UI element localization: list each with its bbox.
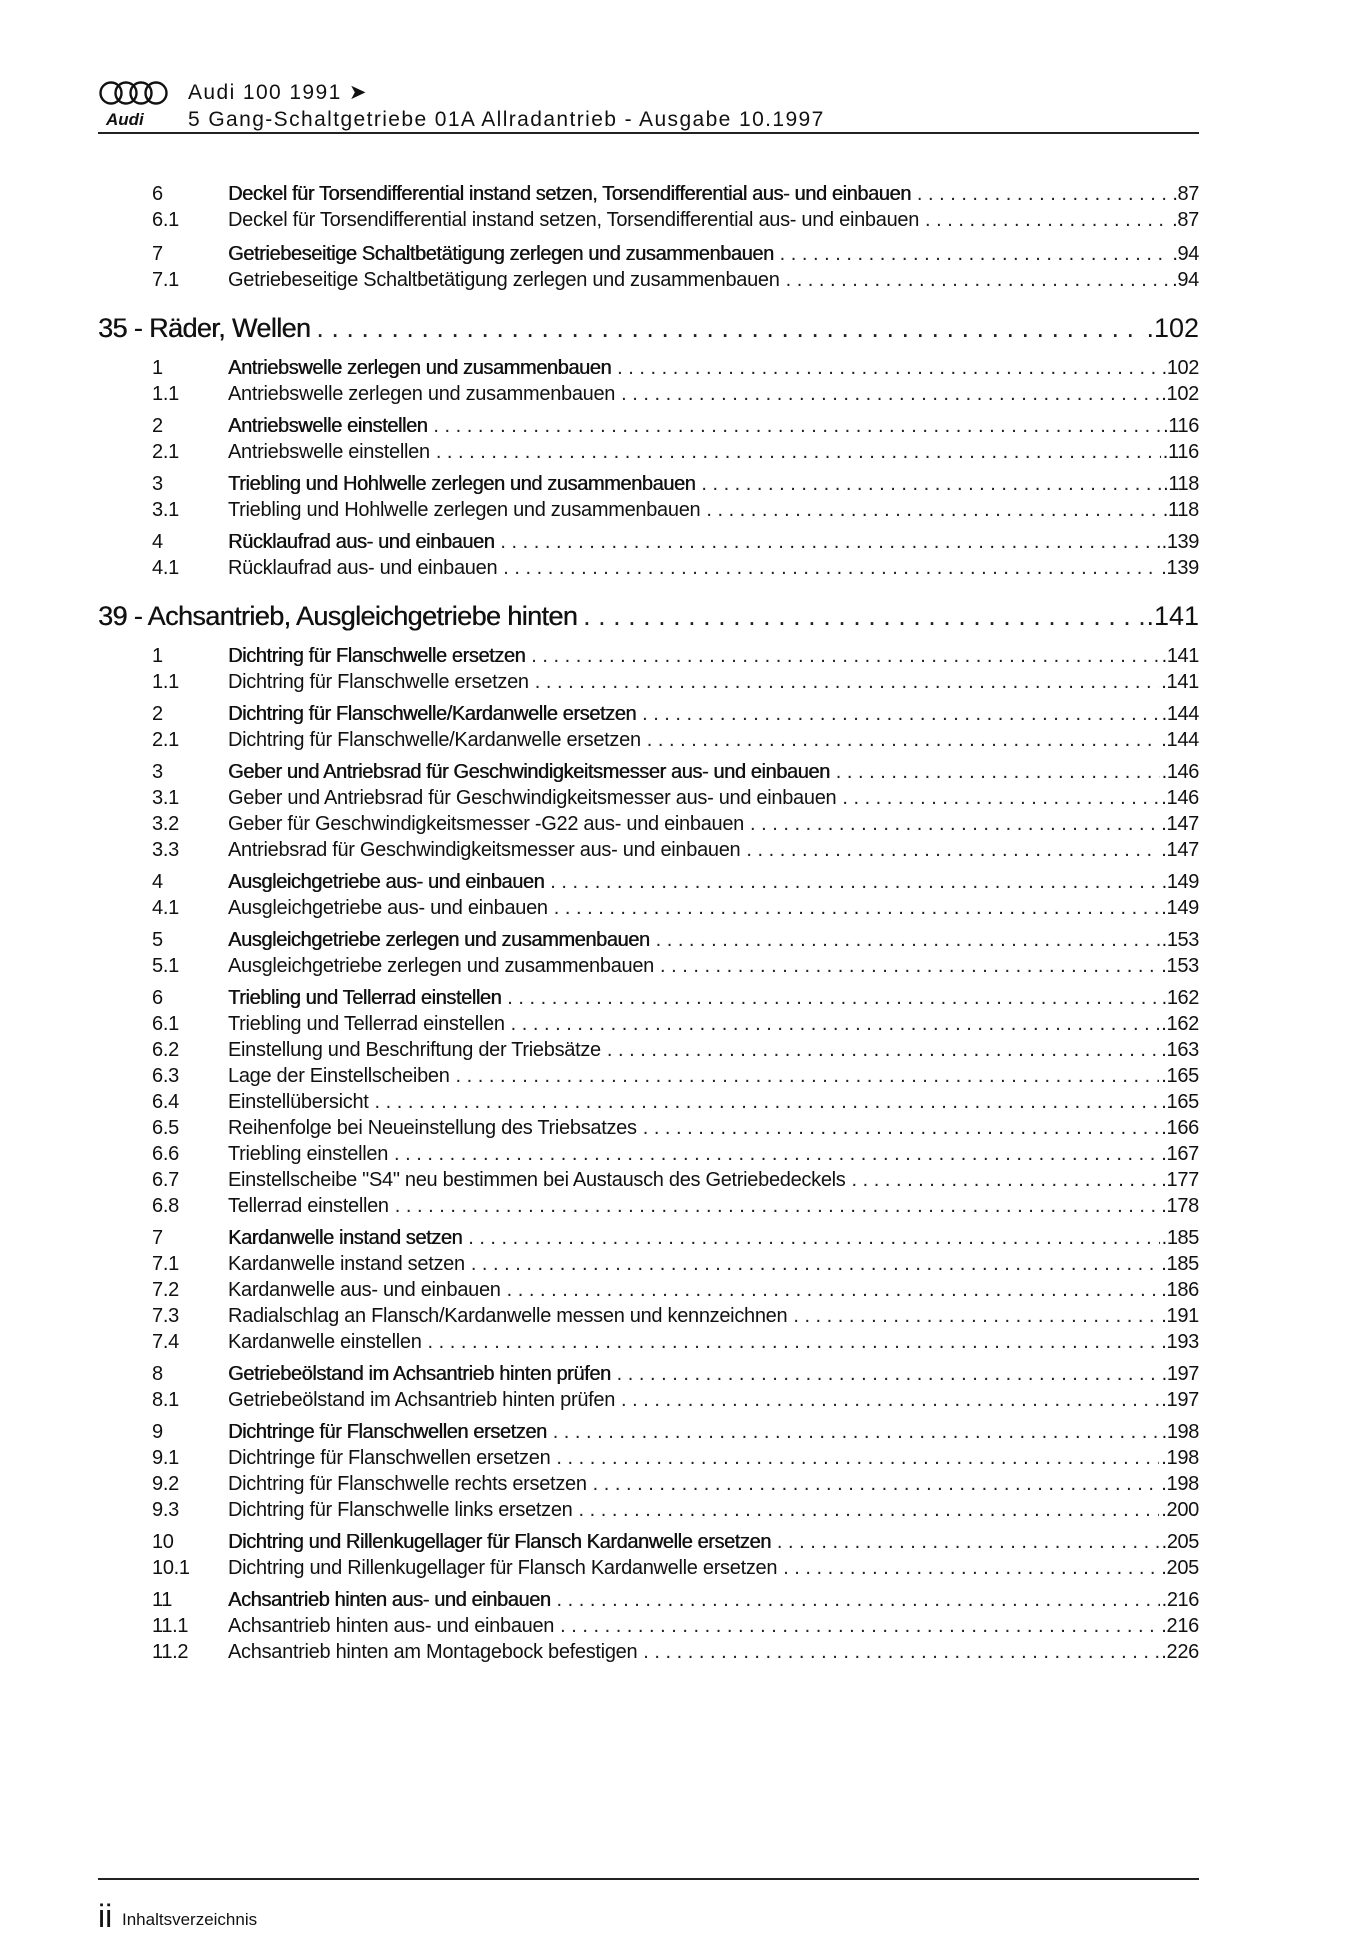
toc-leader-dots bbox=[316, 311, 1144, 345]
toc-entry-page: .198 bbox=[1161, 1473, 1199, 1495]
toc-section-entry[interactable] bbox=[0, 1497, 1357, 1523]
toc-section-entry[interactable] bbox=[0, 727, 1357, 753]
toc-entry-number: 1.1 bbox=[152, 383, 179, 405]
toc-entry-page: .205 bbox=[1161, 1531, 1199, 1553]
toc-leader-dots bbox=[560, 1613, 1159, 1639]
toc-entry-page: .147 bbox=[1161, 839, 1199, 861]
toc-entry-page: .118 bbox=[1162, 499, 1199, 521]
toc-leader-dots bbox=[746, 837, 1159, 863]
toc-leader-dots bbox=[554, 895, 1160, 921]
toc-entry-title: Getriebeseitige Schaltbetätigung zerlegen und zusammenbauen bbox=[228, 269, 780, 291]
page-number: ii bbox=[98, 1898, 113, 1934]
toc-entry-page: .162 bbox=[1161, 987, 1199, 1009]
toc-entry-page: .205 bbox=[1161, 1557, 1199, 1579]
toc-entry-title: Ausgleichgetriebe aus- und einbauen bbox=[228, 871, 545, 893]
toc-entry-page: .167 bbox=[1161, 1143, 1199, 1165]
toc-section-entry[interactable] bbox=[0, 811, 1357, 837]
toc-section-entry[interactable] bbox=[0, 555, 1357, 581]
toc-leader-dots bbox=[583, 599, 1144, 633]
toc-entry-title: Einstellübersicht bbox=[228, 1091, 369, 1113]
toc-entry-page: .185 bbox=[1161, 1253, 1199, 1275]
toc-chapter-entry[interactable] bbox=[0, 181, 1357, 207]
toc-entry-title: Ausgleichgetriebe aus- und einbauen bbox=[228, 897, 548, 919]
toc-entry-number: 2 bbox=[152, 703, 163, 725]
toc-section-entry[interactable] bbox=[0, 439, 1357, 465]
toc-leader-dots bbox=[553, 1419, 1160, 1445]
toc-entry-page: .163 bbox=[1161, 1039, 1199, 1061]
svg-text:Audi: Audi bbox=[106, 110, 144, 129]
toc-chapter-entry[interactable] bbox=[0, 355, 1357, 381]
toc-entry-number: 2 bbox=[152, 415, 163, 437]
toc-leader-dots bbox=[777, 1529, 1160, 1555]
toc-entry-number: 6.4 bbox=[152, 1091, 179, 1113]
toc-entry-title: Dichtring für Flanschwelle rechts ersetzen bbox=[228, 1473, 587, 1495]
toc-entry-page: .144 bbox=[1161, 703, 1199, 725]
toc-chapter-entry[interactable] bbox=[0, 869, 1357, 895]
toc-leader-dots bbox=[643, 1639, 1159, 1665]
toc-leader-dots bbox=[607, 1037, 1159, 1063]
toc-leader-dots bbox=[511, 1011, 1160, 1037]
toc-entry-title: Antriebsrad für Geschwindigkeitsmesser aus- und einbauen bbox=[228, 839, 741, 861]
toc-entry-title: Kardanwelle aus- und einbauen bbox=[228, 1279, 501, 1301]
toc-section-entry[interactable] bbox=[0, 1303, 1357, 1329]
toc-leader-dots bbox=[556, 1445, 1159, 1471]
toc-leader-dots bbox=[617, 1361, 1160, 1387]
toc-entry-number: 7.1 bbox=[152, 1253, 179, 1275]
toc-entry-number: 7.1 bbox=[152, 269, 179, 291]
toc-entry-number: 9.3 bbox=[152, 1499, 179, 1521]
toc-entry-number: 3.2 bbox=[152, 813, 179, 835]
toc-entry-number: 4 bbox=[152, 871, 163, 893]
toc-leader-dots bbox=[456, 1063, 1160, 1089]
toc-chapter-entry[interactable] bbox=[0, 529, 1357, 555]
toc-leader-dots bbox=[706, 497, 1160, 523]
toc-entry-title: Tellerrad einstellen bbox=[228, 1195, 389, 1217]
toc-section-entry[interactable] bbox=[0, 1329, 1357, 1355]
toc-leader-dots bbox=[436, 439, 1161, 465]
toc-entry-title: Getriebeölstand im Achsantrieb hinten prüfen bbox=[228, 1363, 611, 1385]
toc-entry-number: 6.3 bbox=[152, 1065, 179, 1087]
toc-leader-dots bbox=[507, 1277, 1160, 1303]
toc-entry-title: Achsantrieb hinten am Montagebock befestigen bbox=[228, 1641, 638, 1663]
toc-section-entry[interactable] bbox=[0, 1639, 1357, 1665]
toc-entry-number: 7.4 bbox=[152, 1331, 179, 1353]
toc-chapter-entry[interactable] bbox=[0, 413, 1357, 439]
toc-entry-number: 6.6 bbox=[152, 1143, 179, 1165]
toc-entry-page: .116 bbox=[1163, 415, 1199, 437]
toc-entry-title: Ausgleichgetriebe zerlegen und zusammenbauen bbox=[228, 955, 654, 977]
toc-entry-title: Getriebeseitige Schaltbetätigung zerlegen und zusammenbauen bbox=[228, 243, 774, 265]
toc-section-entry[interactable] bbox=[0, 1037, 1357, 1063]
toc-entry-number: 4.1 bbox=[152, 897, 179, 919]
toc-leader-dots bbox=[550, 869, 1159, 895]
footer-label: Inhaltsverzeichnis bbox=[122, 1910, 258, 1929]
toc-leader-dots bbox=[471, 1251, 1159, 1277]
toc-leader-dots bbox=[500, 529, 1159, 555]
toc-entry-page: .153 bbox=[1161, 955, 1199, 977]
toc-section-entry[interactable] bbox=[0, 267, 1357, 293]
toc-leader-dots bbox=[617, 355, 1160, 381]
toc-chapter-entry[interactable] bbox=[0, 985, 1357, 1011]
toc-entry-title: Dichtringe für Flanschwellen ersetzen bbox=[228, 1421, 547, 1443]
toc-chapter-entry[interactable] bbox=[0, 471, 1357, 497]
toc-entry-number: 9 bbox=[152, 1421, 163, 1443]
toc-entry-page: .116 bbox=[1162, 441, 1199, 463]
toc-entry-number: 1.1 bbox=[152, 671, 179, 693]
toc-entry-number: 11 bbox=[152, 1589, 172, 1611]
toc-section-entry[interactable] bbox=[0, 1141, 1357, 1167]
toc-leader-dots bbox=[395, 1193, 1160, 1219]
toc-leader-dots bbox=[643, 1115, 1160, 1141]
toc-entry-page: .153 bbox=[1161, 929, 1199, 951]
toc-section-entry[interactable] bbox=[0, 669, 1357, 695]
toc-entry-page: .197 bbox=[1161, 1363, 1199, 1385]
toc-chapter-entry[interactable] bbox=[0, 1361, 1357, 1387]
toc-chapter-entry[interactable] bbox=[0, 759, 1357, 785]
toc-entry-title: Kardanwelle instand setzen bbox=[228, 1253, 465, 1275]
toc-entry-title: Rücklaufrad aus- und einbauen bbox=[228, 557, 498, 579]
toc-entry-title: Radialschlag an Flansch/Kardanwelle messen und kennzeichnen bbox=[228, 1305, 788, 1327]
toc-section-entry[interactable] bbox=[0, 953, 1357, 979]
toc-entry-page: .191 bbox=[1161, 1305, 1199, 1327]
toc-entry-page: .149 bbox=[1161, 897, 1199, 919]
toc-entry-page: .200 bbox=[1161, 1499, 1199, 1521]
toc-chapter-entry[interactable] bbox=[0, 643, 1357, 669]
toc-entry-number: 9.2 bbox=[152, 1473, 179, 1495]
toc-section-entry[interactable] bbox=[0, 1167, 1357, 1193]
toc-entry-title: Dichtringe für Flanschwellen ersetzen bbox=[228, 1447, 551, 1469]
toc-entry-page: .146 bbox=[1161, 787, 1199, 809]
toc-entry-number: 7.2 bbox=[152, 1279, 179, 1301]
toc-leader-dots bbox=[780, 241, 1171, 267]
toc-entry-page: .139 bbox=[1161, 557, 1199, 579]
toc-section-entry[interactable] bbox=[0, 1063, 1357, 1089]
toc-entry-title: 39 - Achsantrieb, Ausgleichgetriebe hinten bbox=[98, 601, 578, 631]
toc-entry-title: Triebling und Hohlwelle zerlegen und zusammenbauen bbox=[228, 473, 696, 495]
toc-entry-number: 3.3 bbox=[152, 839, 179, 861]
toc-entry-title: Reihenfolge bei Neueinstellung des Triebsatzes bbox=[228, 1117, 637, 1139]
toc-entry-number: 9.1 bbox=[152, 1447, 179, 1469]
toc-section-entry[interactable] bbox=[0, 895, 1357, 921]
audi-logo bbox=[98, 80, 190, 130]
toc-entry-number: 6.8 bbox=[152, 1195, 179, 1217]
toc-entry-title: Dichtring und Rillenkugellager für Flansch Kardanwelle ersetzen bbox=[228, 1531, 771, 1553]
toc-entry-number: 6.5 bbox=[152, 1117, 179, 1139]
toc-entry-page: .185 bbox=[1161, 1227, 1199, 1249]
toc-section-entry[interactable] bbox=[0, 207, 1357, 233]
toc-entry-number: 5 bbox=[152, 929, 163, 951]
toc-leader-dots bbox=[783, 1555, 1159, 1581]
header-model: Audi 100 1991 ➤ bbox=[188, 81, 368, 104]
toc-entry-title: Achsantrieb hinten aus- und einbauen bbox=[228, 1615, 555, 1637]
toc-entry-number: 2.1 bbox=[152, 729, 179, 751]
toc-entry-title: Geber und Antriebsrad für Geschwindigkeitsmesser aus- und einbauen bbox=[228, 787, 837, 809]
toc-section-entry[interactable] bbox=[0, 1115, 1357, 1141]
toc-entry-title: Geber und Antriebsrad für Geschwindigkeitsmesser aus- und einbauen bbox=[228, 761, 830, 783]
toc-entry-page: .144 bbox=[1161, 729, 1199, 751]
toc-entry-page: .162 bbox=[1161, 1013, 1199, 1035]
toc-entry-page: .139 bbox=[1161, 531, 1199, 553]
toc-leader-dots bbox=[394, 1141, 1159, 1167]
toc-leader-dots bbox=[468, 1225, 1159, 1251]
toc-chapter-entry[interactable] bbox=[0, 1419, 1357, 1445]
toc-section-entry[interactable] bbox=[0, 1011, 1357, 1037]
toc-entry-title: Dichtring für Flanschwelle/Kardanwelle ersetzen bbox=[228, 729, 641, 751]
toc-entry-page: .87 bbox=[1172, 209, 1199, 231]
toc-entry-page: .141 bbox=[1161, 645, 1199, 667]
toc-leader-dots bbox=[433, 413, 1161, 439]
toc-chapter-entry[interactable] bbox=[0, 241, 1357, 267]
header-rule bbox=[98, 132, 1199, 134]
toc-entry-number: 3 bbox=[152, 473, 163, 495]
toc-entry-number: 10.1 bbox=[152, 1557, 190, 1579]
toc-leader-dots bbox=[750, 811, 1159, 837]
toc-section-entry[interactable] bbox=[0, 1193, 1357, 1219]
toc-entry-title: Achsantrieb hinten aus- und einbauen bbox=[228, 1589, 551, 1611]
toc-leader-dots bbox=[925, 207, 1170, 233]
toc-entry-title: Kardanwelle einstellen bbox=[228, 1331, 422, 1353]
toc-entry-title: Dichtring für Flanschwelle links ersetzen bbox=[228, 1499, 573, 1521]
toc-leader-dots bbox=[701, 471, 1161, 497]
toc-section-entry[interactable] bbox=[0, 837, 1357, 863]
toc-entry-page: .165 bbox=[1161, 1091, 1199, 1113]
toc-leader-dots bbox=[375, 1089, 1160, 1115]
toc-leader-dots bbox=[786, 267, 1171, 293]
toc-leader-dots bbox=[917, 181, 1171, 207]
toc-entry-number: 1 bbox=[152, 357, 163, 379]
toc-entry-title: Deckel für Torsendifferential instand setzen, Torsendifferential aus- und einbauen bbox=[228, 183, 911, 205]
toc-group-heading[interactable] bbox=[0, 311, 1357, 345]
toc-entry-title: Antriebswelle einstellen bbox=[228, 441, 430, 463]
toc-leader-dots bbox=[557, 1587, 1160, 1613]
toc-entry-number: 6.2 bbox=[152, 1039, 179, 1061]
toc-chapter-entry[interactable] bbox=[0, 1529, 1357, 1555]
toc-section-entry[interactable] bbox=[0, 1387, 1357, 1413]
toc-entry-page: .94 bbox=[1172, 269, 1199, 291]
toc-leader-dots bbox=[535, 669, 1160, 695]
toc-leader-dots bbox=[642, 701, 1160, 727]
toc-entry-number: 7 bbox=[152, 243, 163, 265]
toc-section-entry[interactable] bbox=[0, 1277, 1357, 1303]
toc-entry-title: Ausgleichgetriebe zerlegen und zusammenbauen bbox=[228, 929, 650, 951]
toc-leader-dots bbox=[621, 381, 1159, 407]
toc-entry-page: .94 bbox=[1172, 243, 1199, 265]
toc-leader-dots bbox=[660, 953, 1159, 979]
toc-chapter-entry[interactable] bbox=[0, 927, 1357, 953]
toc-entry-title: Triebling und Hohlwelle zerlegen und zusammenbauen bbox=[228, 499, 701, 521]
toc-group-heading[interactable] bbox=[0, 599, 1357, 633]
toc-chapter-entry[interactable] bbox=[0, 701, 1357, 727]
toc-entry-page: .186 bbox=[1161, 1279, 1199, 1301]
toc-section-entry[interactable] bbox=[0, 1251, 1357, 1277]
toc-entry-title: Triebling und Tellerrad einstellen bbox=[228, 987, 502, 1009]
toc-entry-page: .87 bbox=[1172, 183, 1199, 205]
toc-leader-dots bbox=[503, 555, 1159, 581]
toc-chapter-entry[interactable] bbox=[0, 1225, 1357, 1251]
toc-entry-page: .198 bbox=[1161, 1447, 1199, 1469]
toc-entry-number: 11.2 bbox=[152, 1641, 189, 1663]
toc-leader-dots bbox=[531, 643, 1159, 669]
toc-entry-page: .102 bbox=[1161, 383, 1199, 405]
toc-entry-number: 3 bbox=[152, 761, 163, 783]
toc-entry-page: .149 bbox=[1161, 871, 1199, 893]
toc-entry-title: Dichtring für Flanschwelle/Kardanwelle ersetzen bbox=[228, 703, 637, 725]
toc-entry-title: Antriebswelle zerlegen und zusammenbauen bbox=[228, 357, 612, 379]
toc-entry-page: .146 bbox=[1161, 761, 1199, 783]
toc-entry-page: .102 bbox=[1146, 313, 1199, 343]
toc-entry-title: Getriebeölstand im Achsantrieb hinten prüfen bbox=[228, 1389, 616, 1411]
toc-entry-number: 10 bbox=[152, 1531, 174, 1553]
toc-entry-number: 2.1 bbox=[152, 441, 179, 463]
toc-entry-page: .216 bbox=[1161, 1615, 1199, 1637]
toc-leader-dots bbox=[656, 927, 1160, 953]
toc-section-entry[interactable] bbox=[0, 1471, 1357, 1497]
toc-entry-number: 7.3 bbox=[152, 1305, 179, 1327]
toc-entry-page: .141 bbox=[1146, 601, 1199, 631]
toc-leader-dots bbox=[507, 985, 1159, 1011]
toc-entry-page: .197 bbox=[1161, 1389, 1199, 1411]
toc-section-entry[interactable] bbox=[0, 1555, 1357, 1581]
toc-entry-title: 35 - Räder, Wellen bbox=[98, 313, 311, 343]
toc-entry-page: .165 bbox=[1161, 1065, 1199, 1087]
toc-entry-number: 1 bbox=[152, 645, 163, 667]
toc-entry-number: 4.1 bbox=[152, 557, 179, 579]
toc-section-entry[interactable] bbox=[0, 1613, 1357, 1639]
toc-entry-title: Dichtring und Rillenkugellager für Flansch Kardanwelle ersetzen bbox=[228, 1557, 778, 1579]
toc-leader-dots bbox=[428, 1329, 1160, 1355]
toc-entry-number: 6 bbox=[152, 183, 163, 205]
toc-entry-title: Antriebswelle zerlegen und zusammenbauen bbox=[228, 383, 616, 405]
toc-section-entry[interactable] bbox=[0, 785, 1357, 811]
toc-section-entry[interactable] bbox=[0, 1089, 1357, 1115]
toc-entry-number: 6 bbox=[152, 987, 163, 1009]
toc-chapter-entry[interactable] bbox=[0, 1587, 1357, 1613]
toc-entry-page: .226 bbox=[1161, 1641, 1199, 1663]
toc-entry-page: .216 bbox=[1161, 1589, 1199, 1611]
toc-entry-page: .193 bbox=[1161, 1331, 1199, 1353]
toc-entry-title: Triebling einstellen bbox=[228, 1143, 389, 1165]
toc-section-entry[interactable] bbox=[0, 381, 1357, 407]
header-subtitle: 5 Gang-Schaltgetriebe 01A Allradantrieb - Ausgabe 10.1997 bbox=[188, 108, 825, 131]
toc-leader-dots bbox=[647, 727, 1159, 753]
toc-section-entry[interactable] bbox=[0, 497, 1357, 523]
toc-entry-title: Einstellung und Beschriftung der Triebsätze bbox=[228, 1039, 601, 1061]
toc-entry-number: 4 bbox=[152, 531, 163, 553]
toc-entry-number: 6.1 bbox=[152, 209, 179, 231]
toc-entry-page: .141 bbox=[1161, 671, 1199, 693]
toc-entry-number: 3.1 bbox=[152, 787, 179, 809]
toc-entry-number: 8 bbox=[152, 1363, 163, 1385]
toc-entry-number: 7 bbox=[152, 1227, 163, 1249]
toc-entry-page: .166 bbox=[1161, 1117, 1199, 1139]
toc-leader-dots bbox=[836, 759, 1160, 785]
toc-leader-dots bbox=[593, 1471, 1160, 1497]
toc-entry-number: 3.1 bbox=[152, 499, 179, 521]
toc-entry-page: .102 bbox=[1161, 357, 1199, 379]
toc-entry-title: Einstellscheibe "S4" neu bestimmen bei Austausch des Getriebedeckels bbox=[228, 1169, 846, 1191]
toc-leader-dots bbox=[852, 1167, 1160, 1193]
toc-entry-title: Dichtring für Flanschwelle ersetzen bbox=[228, 671, 529, 693]
toc-entry-number: 11.1 bbox=[152, 1615, 189, 1637]
toc-section-entry[interactable] bbox=[0, 1445, 1357, 1471]
toc-entry-number: 6.7 bbox=[152, 1169, 179, 1191]
footer-rule bbox=[98, 1878, 1199, 1880]
toc-entry-number: 6.1 bbox=[152, 1013, 179, 1035]
toc-entry-title: Antriebswelle einstellen bbox=[228, 415, 428, 437]
toc-entry-page: .118 bbox=[1163, 473, 1199, 495]
toc-entry-title: Dichtring für Flanschwelle ersetzen bbox=[228, 645, 526, 667]
toc-leader-dots bbox=[621, 1387, 1159, 1413]
toc-entry-title: Lage der Einstellscheiben bbox=[228, 1065, 450, 1087]
toc-entry-title: Triebling und Tellerrad einstellen bbox=[228, 1013, 505, 1035]
toc-leader-dots bbox=[579, 1497, 1160, 1523]
toc-entry-title: Deckel für Torsendifferential instand setzen, Torsendifferential aus- und einbauen bbox=[228, 209, 920, 231]
toc-entry-page: .147 bbox=[1161, 813, 1199, 835]
toc-entry-page: .198 bbox=[1161, 1421, 1199, 1443]
toc-entry-title: Kardanwelle instand setzen bbox=[228, 1227, 463, 1249]
toc-entry-title: Geber für Geschwindigkeitsmesser -G22 aus- und einbauen bbox=[228, 813, 745, 835]
toc-leader-dots bbox=[842, 785, 1159, 811]
toc-entry-number: 5.1 bbox=[152, 955, 179, 977]
toc-entry-page: .178 bbox=[1161, 1195, 1199, 1217]
toc-entry-page: .177 bbox=[1161, 1169, 1199, 1191]
toc-entry-number: 8.1 bbox=[152, 1389, 179, 1411]
toc-entry-title: Rücklaufrad aus- und einbauen bbox=[228, 531, 495, 553]
toc-leader-dots bbox=[793, 1303, 1159, 1329]
